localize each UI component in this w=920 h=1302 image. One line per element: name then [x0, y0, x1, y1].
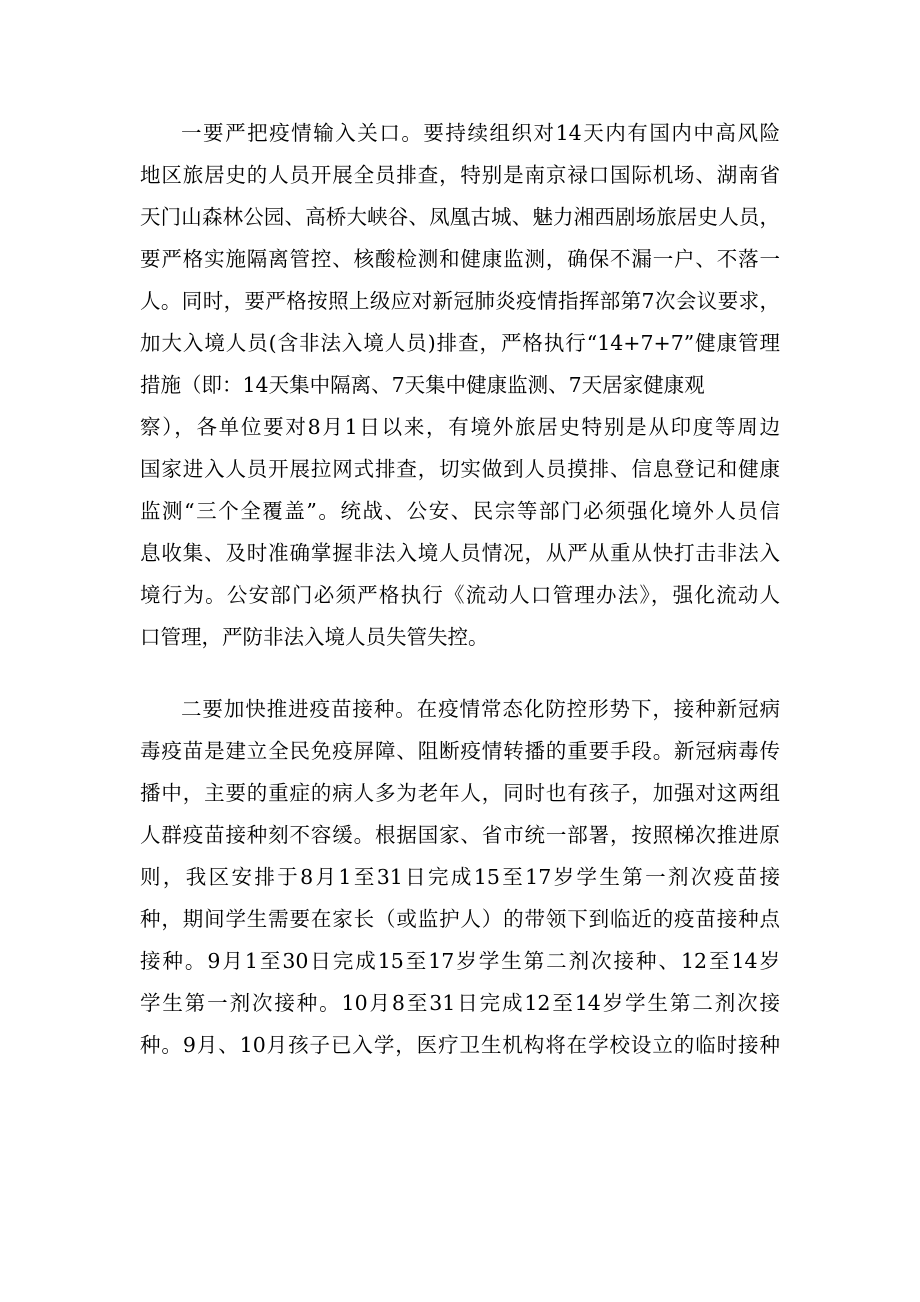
paragraph-2 [140, 688, 780, 1066]
paragraph-line: 境行为。公安部门必须严格执行《流动人口管理办法》，强化流动人 [140, 583, 780, 607]
paragraph-line: 人群疫苗接种刻不容缓。根据国家、省市统一部署，按照梯次推进原 [140, 823, 780, 847]
paragraph-line: 则，我区安排于8月1至31日完成15至17岁学生第一剂次疫苗接 [140, 865, 780, 889]
paragraph-line: 口管理，严防非法入境人员失管失控。 [140, 625, 489, 649]
document-body [140, 112, 780, 1066]
paragraph-line: 毒疫苗是建立全民免疫屏障、阻断疫情转播的重要手段。新冠病毒传 [140, 739, 780, 763]
paragraph-line: 种，期间学生需要在家长（或监护人）的带领下到临近的疫苗接种点 [140, 907, 780, 931]
paragraph-line: 人。同时，要严格按照上级应对新冠肺炎疫情指挥部第7次会议要求， [140, 289, 780, 313]
paragraph-line: 二要加快推进疫苗接种。在疫情常态化防控形势下，接种新冠病 [181, 697, 780, 721]
paragraph-line: 学生第一剂次接种。10月8至31日完成12至14岁学生第二剂次接 [140, 991, 780, 1015]
paragraph-line: 地区旅居史的人员开展全员排查，特别是南京禄口国际机场、湖南省 [140, 163, 780, 187]
paragraph-line: 天门山森林公园、高桥大峡谷、凤凰古城、魅力湘西剧场旅居史人员， [140, 205, 780, 229]
paragraph-line: 措施（即：14天集中隔离、7天集中健康监测、7天居家健康观 [140, 373, 705, 397]
paragraph-1 [140, 112, 780, 658]
paragraph-line: 加大入境人员(含非法入境人员)排查，严格执行“14+7+7”健康管理 [140, 331, 780, 355]
paragraph-line: 要严格实施隔离管控、核酸检测和健康监测，确保不漏一户、不落一 [140, 247, 780, 271]
paragraph-line: 种。9月、10月孩子已入学，医疗卫生机构将在学校设立的临时接种 [140, 1033, 780, 1057]
paragraph-line: 息收集、及时准确掌握非法入境人员情况，从严从重从快打击非法入 [140, 541, 780, 565]
paragraph-line: 播中，主要的重症的病人多为老年人，同时也有孩子，加强对这两组 [140, 781, 780, 805]
paragraph-line: 国家进入人员开展拉网式排查，切实做到人员摸排、信息登记和健康 [140, 457, 780, 481]
paragraph-spacer [140, 658, 780, 688]
paragraph-line: 察），各单位要对8月1日以来，有境外旅居史特别是从印度等周边 [140, 415, 780, 439]
paragraph-line: 监测“三个全覆盖”。统战、公安、民宗等部门必须强化境外人员信 [140, 499, 780, 523]
paragraph-line: 接种。9月1至30日完成15至17岁学生第二剂次接种、12至14岁 [140, 949, 780, 973]
paragraph-line: 一要严把疫情输入关口。要持续组织对14天内有国内中高风险 [181, 121, 780, 145]
